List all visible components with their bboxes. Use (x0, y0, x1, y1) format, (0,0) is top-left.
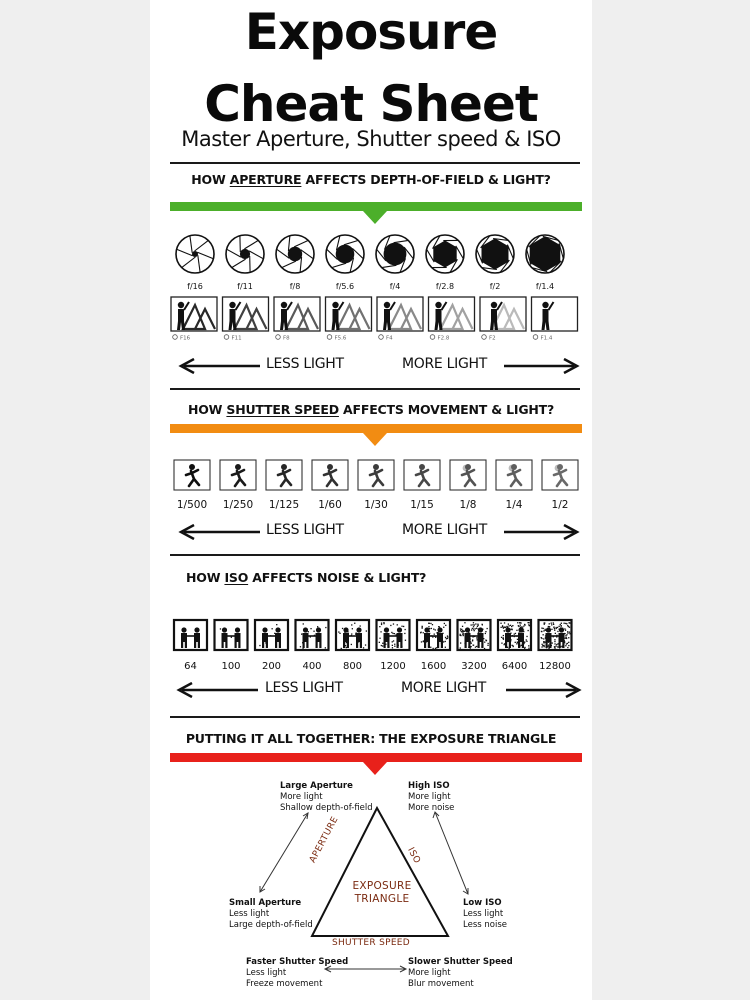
low-iso-title: Low ISO (463, 898, 502, 908)
iso-frame-9 (539, 620, 572, 650)
iso-frame-5 (377, 620, 410, 650)
arrow-left-icon (178, 358, 262, 374)
arrow-right-icon (504, 682, 582, 698)
low-iso-line-1: Less light (463, 909, 504, 919)
triangle-band (170, 753, 582, 762)
title-line-2: Cheat Sheet (204, 75, 538, 133)
aperture-diagram-0 (176, 235, 214, 273)
iso-light-row (170, 678, 582, 702)
iso-frame-1 (215, 620, 248, 650)
iso-frame-7 (458, 620, 491, 650)
arrow-right-icon (502, 358, 580, 374)
shutter-heading (150, 402, 592, 417)
slow-shutter-line-2: Blur movement (408, 979, 474, 989)
aperture-more-light: MORE LIGHT (402, 356, 487, 372)
aperture-photo-label: F5.6 (334, 335, 347, 342)
divider-aperture (170, 388, 580, 390)
iso-heading (186, 570, 426, 585)
aperture-light-row (170, 354, 582, 378)
aperture-photo-1 (223, 297, 269, 339)
shutter-light-row (170, 520, 582, 544)
slow-shutter-line-1: More light (408, 968, 451, 978)
side-label-shutter: SHUTTER SPEED (331, 938, 411, 948)
shutter-speed-label: 1/30 (364, 499, 388, 511)
shutter-speed-label: 1/500 (176, 499, 208, 511)
shutter-speed-label: 1/2 (551, 499, 569, 511)
triangle-center-line-2: TRIANGLE (354, 893, 410, 905)
shutter-frame-6 (450, 460, 486, 490)
aperture-photo-row (170, 296, 582, 344)
aperture-stop-label: f/11 (237, 282, 253, 291)
aperture-photos (170, 296, 582, 344)
aperture-photo-label: F2 (489, 335, 496, 342)
fast-shutter-line-2: Freeze movement (246, 979, 323, 989)
shutter-speed-label: 1/125 (268, 499, 300, 511)
aperture-diagram-6 (476, 235, 514, 273)
iso-value-label: 6400 (501, 661, 528, 672)
aperture-heading (150, 172, 592, 187)
shutter-frames (170, 458, 582, 514)
fast-shutter-line-1: Less light (246, 968, 287, 978)
arrow-left-icon (176, 682, 260, 698)
aperture-diagram-4 (376, 235, 414, 273)
aperture-stop-label: f/8 (289, 282, 301, 291)
aperture-stop-label: f/2.8 (435, 282, 455, 291)
aperture-less-light: LESS LIGHT (266, 356, 344, 372)
slow-shutter-note (408, 957, 513, 990)
high-iso-line-1: More light (408, 792, 451, 802)
large-aperture-title: Large Aperture (280, 781, 353, 791)
iso-less-light: LESS LIGHT (265, 680, 343, 696)
triangle-center-label (342, 880, 422, 906)
shutter-band-notch (363, 433, 387, 446)
aperture-heading-pre: HOW (191, 172, 230, 187)
iso-value-label: 1600 (420, 661, 447, 672)
shutter-frame-4 (358, 460, 394, 490)
small-aperture-note (229, 898, 313, 931)
shutter-heading-pre: HOW (187, 402, 227, 417)
cheat-sheet (150, 0, 592, 1000)
high-iso-note (408, 781, 454, 814)
aperture-photo-0 (171, 297, 217, 339)
iso-heading-post: AFFECTS NOISE & LIGHT? (248, 570, 427, 585)
shutter-frame-2 (266, 460, 302, 490)
shutter-speed-label: 1/4 (505, 499, 523, 511)
aperture-photo-5 (429, 297, 475, 339)
aperture-photo-label: F2.8 (437, 335, 450, 342)
iso-heading-key: ISO (224, 570, 249, 585)
subtitle: Master Aperture, Shutter speed & ISO (181, 127, 561, 151)
large-aperture-line-1: More light (280, 792, 323, 802)
aperture-photo-2 (274, 297, 320, 339)
iso-more-light: MORE LIGHT (401, 680, 486, 696)
side-label-iso: ISO (405, 846, 422, 866)
iso-value-label: 400 (302, 661, 322, 672)
shutter-speed-label: 1/60 (318, 499, 342, 511)
small-aperture-line-1: Less light (229, 909, 270, 919)
aperture-band-notch (363, 211, 387, 224)
low-iso-line-2: Less noise (463, 920, 507, 930)
iso-value-label: 12800 (539, 661, 571, 672)
shutter-frame-3 (312, 460, 348, 490)
aperture-photo-label: F16 (180, 335, 191, 342)
aperture-heading-post: AFFECTS DEPTH-OF-FIELD & LIGHT? (301, 172, 551, 187)
shutter-heading-key: SHUTTER SPEED (226, 402, 339, 417)
shutter-speed-label: 1/8 (459, 499, 477, 511)
iso-frame-8 (498, 620, 531, 650)
fast-shutter-title: Faster Shutter Speed (246, 957, 349, 967)
iso-frame-2 (255, 620, 288, 650)
slow-shutter-title: Slower Shutter Speed (408, 957, 513, 967)
iso-heading-pre: HOW (186, 570, 225, 585)
high-iso-line-2: More noise (408, 803, 455, 813)
aperture-diagram-5 (426, 235, 464, 273)
aperture-diagrams (170, 232, 582, 294)
aperture-diagram-3 (326, 235, 364, 273)
aperture-photo-label: F8 (283, 335, 290, 342)
shutter-frame-1 (220, 460, 256, 490)
aperture-stop-label: f/2 (489, 282, 501, 291)
aperture-stop-label: f/4 (389, 282, 401, 291)
large-aperture-note (280, 781, 373, 814)
arrow-right-icon (502, 524, 580, 540)
shutter-frame-0 (174, 460, 210, 490)
shutter-more-light: MORE LIGHT (402, 522, 487, 538)
iso-value-label: 64 (184, 661, 197, 672)
iso-value-label: 200 (261, 661, 282, 672)
iso-frames (170, 618, 582, 676)
aperture-diagram-row (170, 232, 582, 294)
shutter-frame-7 (496, 460, 532, 490)
low-iso-note (463, 898, 507, 931)
triangle-center-line-1: EXPOSURE (352, 880, 412, 892)
fast-shutter-note (246, 957, 348, 990)
side-label-aperture: APERTURE (308, 815, 341, 865)
shutter-speed-label: 1/15 (410, 499, 434, 511)
shutter-band (170, 424, 582, 433)
aperture-diagram-2 (276, 235, 314, 273)
iso-value-label: 800 (342, 661, 363, 672)
arrow-left-icon (178, 524, 262, 540)
aperture-photo-3 (326, 297, 372, 339)
aperture-photo-label: F1.4 (540, 335, 553, 342)
aperture-photo-7 (532, 297, 578, 339)
iso-frame-row (170, 618, 582, 676)
aperture-heading-key: APERTURE (229, 172, 302, 187)
aperture-photo-label: F4 (386, 335, 393, 342)
aperture-diagram-1 (226, 235, 264, 273)
aperture-stop-label: f/1.4 (535, 282, 555, 291)
divider-iso (170, 716, 580, 718)
divider-shutter (170, 554, 580, 556)
divider-top (170, 162, 580, 164)
shutter-less-light: LESS LIGHT (266, 522, 344, 538)
shutter-frame-row (170, 458, 582, 514)
aperture-photo-6 (480, 297, 526, 339)
aperture-diagram-7 (526, 235, 564, 273)
triangle-heading: PUTTING IT ALL TOGETHER: THE EXPOSURE TRIANGLE (185, 731, 557, 746)
shutter-frame-8 (542, 460, 578, 490)
iso-value-label: 1200 (380, 661, 406, 672)
shutter-speed-label: 1/250 (222, 499, 254, 511)
small-aperture-title: Small Aperture (229, 898, 302, 908)
iso-frame-3 (296, 620, 329, 650)
aperture-photo-4 (377, 297, 423, 339)
large-aperture-line-2: Shallow depth-of-field (280, 803, 373, 813)
aperture-photo-label: F11 (231, 335, 242, 342)
iso-frame-6 (417, 620, 450, 650)
iso-frame-4 (336, 620, 369, 650)
aperture-band (170, 202, 582, 211)
aperture-stop-label: f/16 (187, 282, 203, 291)
iso-value-label: 100 (221, 661, 241, 672)
shutter-heading-post: AFFECTS MOVEMENT & LIGHT? (338, 402, 555, 417)
aperture-stop-label: f/5.6 (335, 282, 355, 291)
high-iso-title: High ISO (408, 781, 450, 791)
small-aperture-line-2: Large depth-of-field (229, 920, 313, 930)
title-line-1: Exposure (244, 3, 498, 61)
iso-value-label: 3200 (461, 661, 487, 672)
shutter-frame-5 (404, 460, 440, 490)
iso-frame-0 (174, 620, 207, 650)
